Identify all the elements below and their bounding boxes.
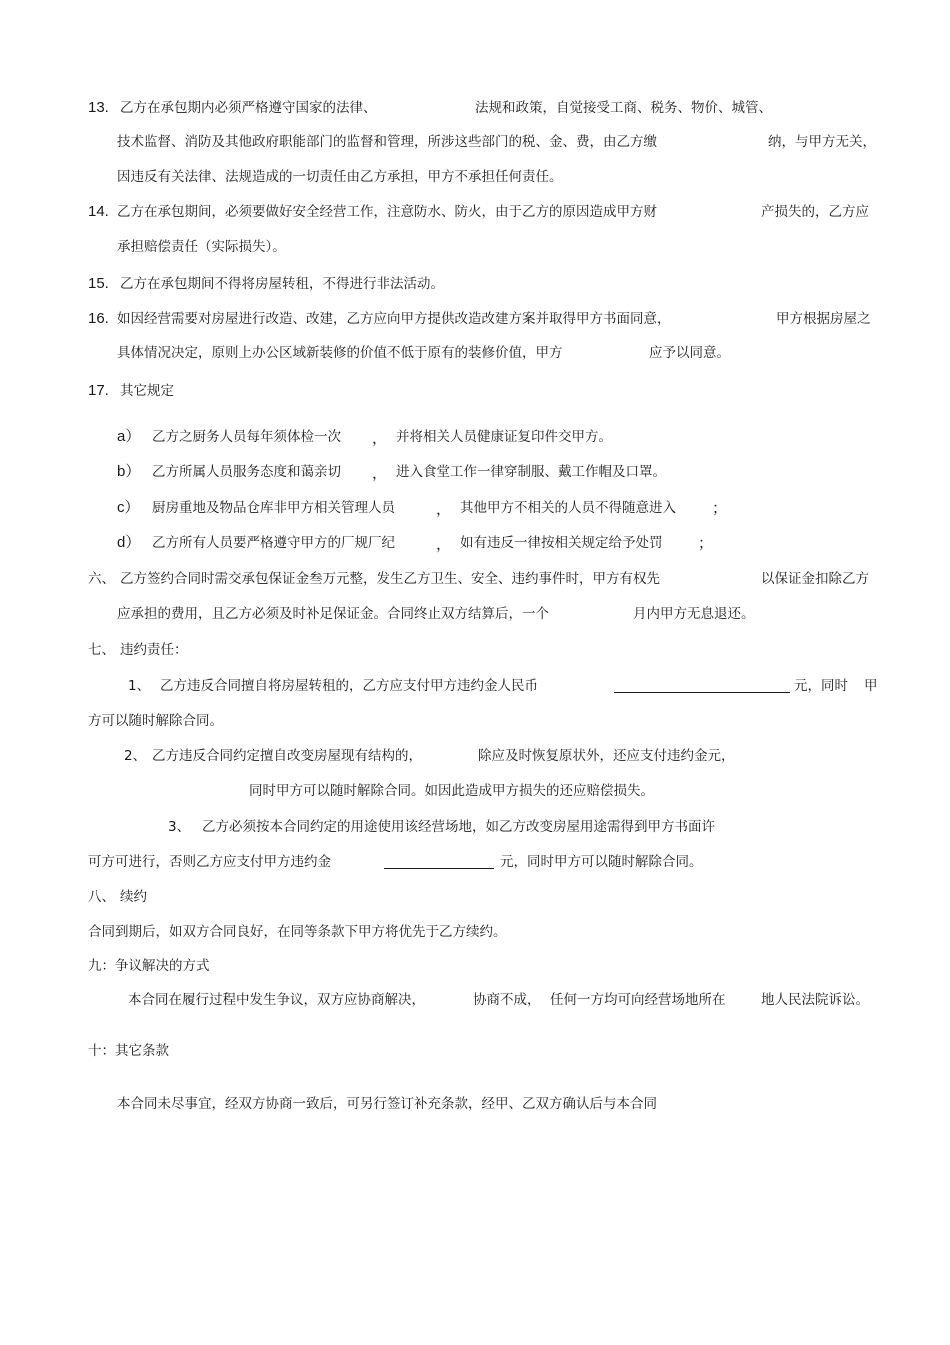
section-7-item-1-line-2: 方可以随时解除合同。 bbox=[88, 713, 223, 729]
section-10-title: 十：其它条款 bbox=[88, 1043, 169, 1059]
clause-14-number: 14. bbox=[88, 203, 109, 220]
clause-17-item-b-label: b） bbox=[117, 463, 141, 480]
clause-17-item-b-text: 乙方所属人员服务态度和蔼亲切 bbox=[152, 464, 341, 480]
section-6-number: 六、 bbox=[88, 571, 115, 587]
clause-15-number: 15. bbox=[88, 275, 109, 292]
section-7-item-3-line-2b: 元，同时甲方可以随时解除合同。 bbox=[500, 854, 703, 870]
section-7-item-2-text-2: 除应及时恢复原状外，还应支付违约金元， bbox=[478, 748, 735, 764]
section-7-item-3-line-2a: 可方可进行，否则乙方应支付甲方违约金 bbox=[88, 854, 331, 870]
section-7-item-3-text: 乙方必须按本合同约定的用途使用该经营场地，如乙方改变房屋用途需得到甲方书面许 bbox=[202, 819, 715, 835]
section-7-item-1-text: 乙方违反合同擅自将房屋转租的，乙方应支付甲方违约金人民币 bbox=[160, 678, 538, 694]
clause-17-item-b-text-2: 进入食堂工作一律穿制服、戴工作帽及口罩。 bbox=[396, 464, 666, 480]
section-9-text-b: 协商不成， bbox=[473, 992, 541, 1008]
section-9-title: 九：争议解决的方式 bbox=[88, 958, 210, 974]
clause-17-item-a-text-2: 并将相关人员健康证复印件交甲方。 bbox=[396, 429, 612, 445]
clause-17-item-c-comma: ， bbox=[436, 501, 452, 518]
section-7-item-3-number: 3、 bbox=[168, 819, 191, 835]
clause-17-item-d-label: d） bbox=[117, 534, 141, 551]
clause-17-item-a-comma: ， bbox=[372, 430, 388, 447]
clause-16-line-2a: 具体情况决定，原则上办公区域新装修的价值不低于原有的装修价值，甲方 bbox=[117, 345, 563, 361]
clause-16-line-2b: 应予以同意。 bbox=[649, 345, 730, 361]
clause-17-item-a-label: a） bbox=[117, 428, 141, 445]
clause-17-item-d-comma: ， bbox=[436, 536, 452, 553]
section-8-title: 续约 bbox=[120, 889, 147, 905]
clause-14-line-2: 承担赔偿责任（实际损失）。 bbox=[117, 239, 286, 255]
section-9-text-c: 任何一方均可向经营场地所在 bbox=[550, 992, 726, 1008]
section-9-text-a: 本合同在履行过程中发生争议，双方应协商解决， bbox=[128, 992, 425, 1008]
section-7-item-1-text-3: 甲 bbox=[864, 678, 878, 694]
section-7-item-2-text: 乙方违反合同约定擅自改变房屋现有结构的， bbox=[152, 748, 422, 764]
clause-15-line-1: 乙方在承包期间不得将房屋转租，不得进行非法活动。 bbox=[120, 276, 444, 292]
section-8-number: 八、 bbox=[88, 889, 115, 905]
section-7-item-2-number: 2、 bbox=[124, 748, 147, 764]
section-6-line-1b: 以保证金扣除乙方 bbox=[761, 571, 869, 587]
clause-13-number: 13. bbox=[88, 99, 109, 116]
section-6-line-1a: 乙方签约合同时需交承包保证金叁万元整，发生乙方卫生、安全、违约事件时，甲方有权先 bbox=[120, 571, 660, 587]
section-8-body: 合同到期后，如双方合同良好，在同等条款下甲方将优先于乙方续约。 bbox=[88, 924, 507, 940]
section-10-body: 本合同未尽事宜，经双方协商一致后，可另行签订补充条款，经甲、乙双方确认后与本合同 bbox=[117, 1096, 657, 1112]
clause-17-item-c-text: 厨房重地及物品仓库非甲方相关管理人员 bbox=[152, 500, 395, 516]
section-7-number: 七、 bbox=[88, 642, 115, 658]
clause-16-number: 16. bbox=[88, 310, 109, 327]
section-9-text-d: 地人民法院诉讼。 bbox=[761, 992, 869, 1008]
clause-13-line-2b: 纳，与甲方无关， bbox=[768, 134, 876, 150]
clause-13-line-2a: 技术监督、消防及其他政府职能部门的监督和管理，所涉这些部门的税、金、费，由乙方缴 bbox=[117, 134, 657, 150]
clause-17-item-d-text-2: 如有违反一律按相关规定给予处罚 bbox=[460, 535, 663, 551]
clause-13-line-3: 因违反有关法律、法规造成的一切责任由乙方承担，甲方不承担任何责任。 bbox=[117, 169, 563, 185]
section-7-title: 违约责任： bbox=[120, 642, 188, 658]
clause-17-item-c-text-2: 其他甲方不相关的人员不得随意进入 bbox=[460, 500, 676, 516]
clause-14-line-1b: 产损失的，乙方应 bbox=[761, 204, 869, 220]
clause-16-line-1b: 甲方根据房屋之 bbox=[776, 311, 871, 327]
clause-13-line-1a: 乙方在承包期内必须严格遵守国家的法律、 bbox=[120, 100, 377, 116]
clause-16-line-1a: 如因经营需要对房屋进行改造、改建，乙方应向甲方提供改造改建方案并取得甲方书面同意， bbox=[117, 311, 671, 327]
clause-13-line-1b: 法规和政策，自觉接受工商、税务、物价、城管、 bbox=[475, 100, 772, 116]
clause-17-item-d-end: ； bbox=[698, 535, 714, 552]
clause-17-title: 其它规定 bbox=[120, 383, 174, 399]
clause-17-number: 17. bbox=[88, 382, 109, 399]
clause-17-item-c-end: ； bbox=[712, 500, 728, 517]
section-7-item-1-text-2: 元，同时 bbox=[794, 678, 848, 694]
section-7-item-2-line-2: 同时甲方可以随时解除合同。如因此造成甲方损失的还应赔偿损失。 bbox=[249, 783, 654, 799]
section-6-line-2a: 应承担的费用，且乙方必须及时补足保证金。合同终止双方结算后，一个 bbox=[117, 606, 549, 622]
penalty-amount-blank-1[interactable] bbox=[614, 692, 790, 693]
clause-17-item-d-text: 乙方所有人员要严格遵守甲方的厂规厂纪 bbox=[152, 535, 395, 551]
penalty-amount-blank-2[interactable] bbox=[384, 868, 494, 869]
clause-14-line-1a: 乙方在承包期间，必须要做好安全经营工作，注意防水、防火，由于乙方的原因造成甲方财 bbox=[117, 204, 657, 220]
clause-17-item-b-comma: ， bbox=[372, 465, 388, 482]
clause-17-item-a-text: 乙方之厨务人员每年须体检一次 bbox=[152, 429, 341, 445]
section-6-line-2b: 月内甲方无息退还。 bbox=[633, 606, 755, 622]
clause-17-item-c-label: c） bbox=[117, 499, 140, 516]
section-7-item-1-number: 1、 bbox=[128, 678, 151, 694]
